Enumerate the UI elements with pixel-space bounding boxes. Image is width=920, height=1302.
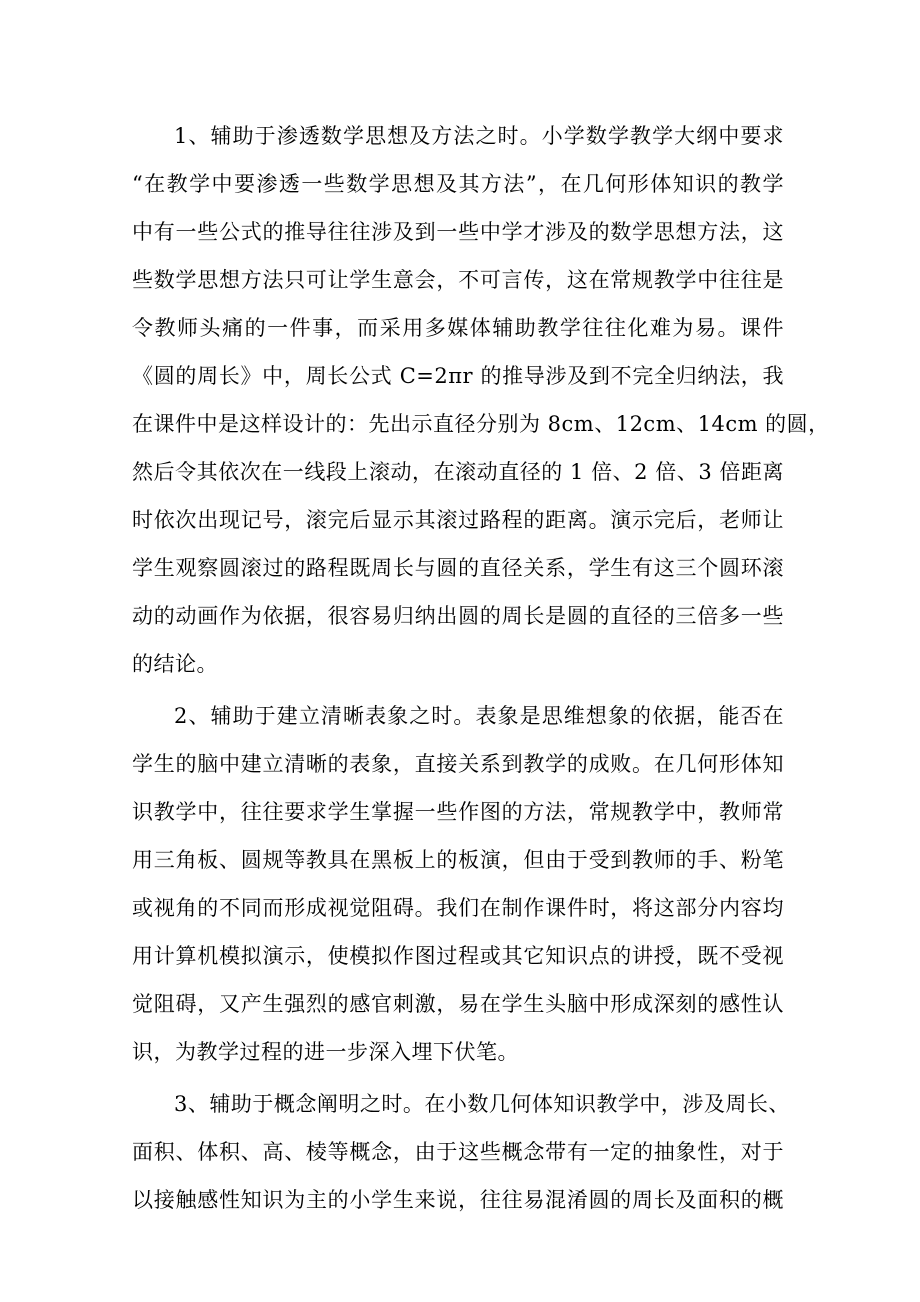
paragraph-1-line-3: 中有一些公式的推导往往涉及到一些中学才涉及的数学思想方法，这 <box>132 220 784 244</box>
paragraph-1-line-2: “在教学中要渗透一些数学思想及其方法”，在几何形体知识的教学 <box>132 172 784 196</box>
paragraph-1-line-4: 些数学思想方法只可让学生意会，不可言传，这在常规教学中往往是 <box>132 268 784 292</box>
paragraph-3-line-3: 以接触感性知识为主的小学生来说，往往易混淆圆的周长及面积的概 <box>132 1188 784 1212</box>
paragraph-1-line-10: 学生观察圆滚过的路程既周长与圆的直径关系，学生有这三个圆环滚 <box>132 556 784 580</box>
paragraph-1-line-8: 然后令其依次在一线段上滚动，在滚动直径的 1 倍、2 倍、3 倍距离 <box>132 460 784 484</box>
paragraph-2-line-1: 2、辅助于建立清晰表象之时。表象是思维想象的依据，能否在 <box>174 704 784 728</box>
paragraph-1-line-11: 动的动画作为依据，很容易归纳出圆的周长是圆的直径的三倍多一些 <box>132 604 784 628</box>
paragraph-2-line-3: 识教学中，往往要求学生掌握一些作图的方法，常规教学中，教师常 <box>132 800 784 824</box>
paragraph-2-line-2: 学生的脑中建立清晰的表象，直接关系到教学的成败。在几何形体知 <box>132 752 784 776</box>
paragraph-1-line-12: 的结论。 <box>132 652 218 676</box>
paragraph-3-line-2: 面积、体积、高、棱等概念，由于这些概念带有一定的抽象性，对于 <box>132 1140 784 1164</box>
paragraph-1-line-5: 令教师头痛的一件事，而采用多媒体辅助教学往往化难为易。课件 <box>132 316 784 340</box>
paragraph-2-line-8: 识，为教学过程的进一步深入埋下伏笔。 <box>132 1040 519 1064</box>
paragraph-1-line-7: 在课件中是这样设计的：先出示直径分别为 8cm、12cm、14cm 的圆， <box>132 412 830 436</box>
paragraph-2-line-7: 觉阻碍，又产生强烈的感官刺激，易在学生头脑中形成深刻的感性认 <box>132 992 784 1016</box>
paragraph-1-line-1: 1、辅助于渗透数学思想及方法之时。小学数学教学大纲中要求 <box>174 124 784 148</box>
paragraph-2-line-6: 用计算机模拟演示，使模拟作图过程或其它知识点的讲授，既不受视 <box>132 944 784 968</box>
paragraph-1-line-6: 《圆的周长》中，周长公式 C=2πr 的推导涉及到不完全归纳法，我 <box>132 364 784 388</box>
paragraph-2-line-5: 或视角的不同而形成视觉阻碍。我们在制作课件时，将这部分内容均 <box>132 896 784 920</box>
paragraph-1-line-9: 时依次出现记号，滚完后显示其滚过路程的距离。演示完后，老师让 <box>132 508 784 532</box>
paragraph-2-line-4: 用三角板、圆规等教具在黑板上的板演，但由于受到教师的手、粉笔 <box>132 848 784 872</box>
paragraph-3-line-1: 3、辅助于概念阐明之时。在小数几何体知识教学中，涉及周长、 <box>174 1092 790 1116</box>
